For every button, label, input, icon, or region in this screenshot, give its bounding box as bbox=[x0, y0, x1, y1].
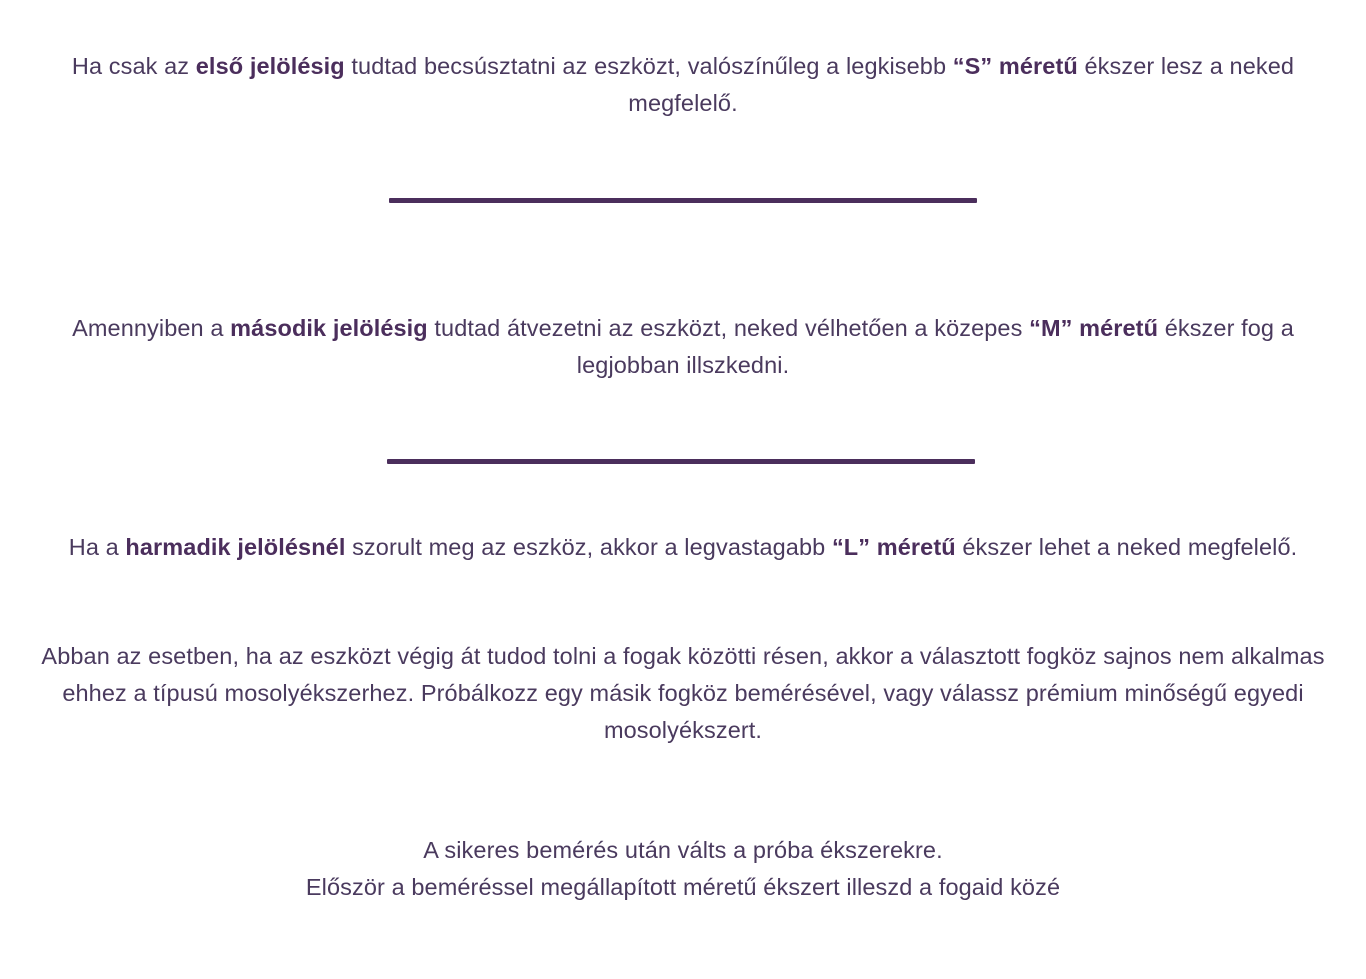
section-divider bbox=[389, 198, 977, 203]
text-segment: Ha a bbox=[68, 534, 126, 560]
next-step-line: Először a beméréssel megállapított méretű ékszert illeszd a fogaid közé bbox=[305, 874, 1061, 900]
size-s-paragraph bbox=[40, 48, 1326, 122]
text-segment: ékszer lesz a neked megfelelő. bbox=[628, 53, 1295, 116]
size-m-emphasis: “M” méretű bbox=[1029, 315, 1159, 341]
text-segment: tudtad becsúsztatni az eszközt, valószínűleg a legkisebb bbox=[344, 53, 953, 79]
text-segment: Ha csak az bbox=[71, 53, 196, 79]
size-l-emphasis: “L” méretű bbox=[831, 534, 956, 560]
second-mark-emphasis: második jelölésig bbox=[230, 315, 428, 341]
size-s-emphasis: “S” méretű bbox=[952, 53, 1078, 79]
size-m-paragraph bbox=[40, 310, 1326, 384]
next-step-line: A sikeres bemérés után válts a próba ékszerekre. bbox=[423, 837, 943, 863]
text-segment: Amennyiben a bbox=[72, 315, 231, 341]
size-l-paragraph bbox=[40, 529, 1326, 566]
next-step-paragraph bbox=[40, 832, 1326, 906]
section-divider bbox=[387, 459, 975, 464]
text-segment: szorult meg az eszköz, akkor a legvastagabb bbox=[345, 534, 832, 560]
first-mark-emphasis: első jelölésig bbox=[195, 53, 345, 79]
third-mark-emphasis: harmadik jelölésnél bbox=[125, 534, 346, 560]
text-segment: ékszer lehet a neked megfelelő. bbox=[955, 534, 1298, 560]
unsuitable-gap-paragraph: Abban az esetben, ha az eszközt végig át tudod tolni a fogak közötti résen, akkor a választott fogköz sajnos nem alkalmas ehhez a típusú mosolyékszerhez. Próbálkozz egy másik fogköz bemérésével, vagy válassz prémium minőségű egyedi mosolyékszert. bbox=[41, 643, 1325, 743]
text-segment: tudtad átvezetni az eszközt, neked vélhetően a közepes bbox=[427, 315, 1030, 341]
text-segment: ékszer fog a legjobban illszkedni. bbox=[576, 315, 1294, 378]
